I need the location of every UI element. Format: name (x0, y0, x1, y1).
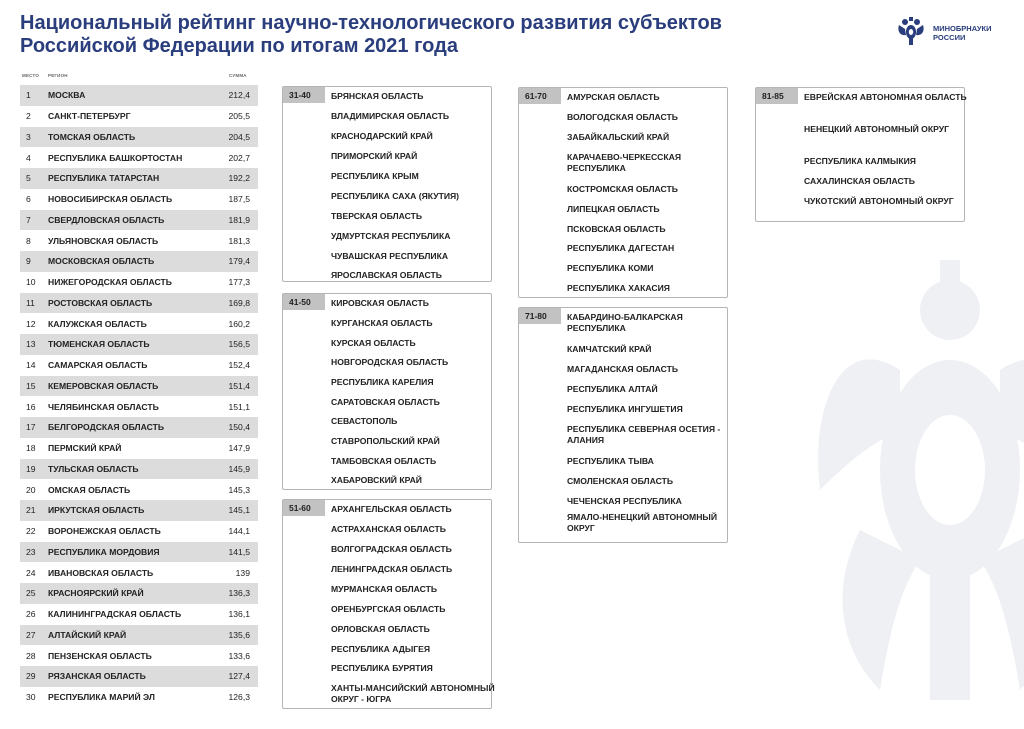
region-score: 205,5 (228, 111, 250, 122)
table-row (20, 210, 258, 231)
group-region-item: БРЯНСКАЯ ОБЛАСТЬ (331, 91, 424, 101)
group-region-item: РЕСПУБЛИКА СЕВЕРНАЯ ОСЕТИЯ - АЛАНИЯ (567, 424, 721, 445)
logo-text (933, 24, 991, 42)
group-region-item: РЕСПУБЛИКА КАРЕЛИЯ (331, 377, 434, 387)
table-row (20, 687, 258, 708)
group-region-item: КАМЧАТСКИЙ КРАЙ (567, 344, 652, 354)
table-row (20, 459, 258, 480)
region-name: УЛЬЯНОВСКАЯ ОБЛАСТЬ (48, 235, 159, 246)
group-61-70 (518, 87, 728, 298)
region-score: 135,6 (228, 629, 250, 640)
group-region-item: ХАБАРОВСКИЙ КРАЙ (331, 475, 422, 485)
group-region-item: ЧУКОТСКИЙ АВТОНОМНЫЙ ОКРУГ (804, 196, 954, 206)
region-score: 179,4 (228, 256, 250, 267)
group-region-item: МАГАДАНСКАЯ ОБЛАСТЬ (567, 364, 679, 374)
region-name: ПЕНЗЕНСКАЯ ОБЛАСТЬ (48, 650, 152, 661)
region-score: 181,9 (228, 214, 250, 225)
region-name: ТУЛЬСКАЯ ОБЛАСТЬ (48, 463, 139, 474)
rank-number: 3 (26, 131, 31, 142)
group-region-item: МУРМАНСКАЯ ОБЛАСТЬ (331, 584, 438, 594)
region-name: ПЕРМСКИЙ КРАЙ (48, 443, 122, 454)
region-score: 151,1 (228, 401, 250, 412)
region-score: 202,7 (228, 152, 250, 163)
group-region-item: РЕСПУБЛИКА КОМИ (567, 263, 654, 273)
group-region-item: КУРСКАЯ ОБЛАСТЬ (331, 338, 416, 348)
region-name: ЧЕЛЯБИНСКАЯ ОБЛАСТЬ (48, 401, 159, 412)
group-region-item: САХАЛИНСКАЯ ОБЛАСТЬ (804, 176, 915, 186)
title-line-2: Российской Федерации по итогам 2021 года (20, 35, 458, 57)
group-region-item: КОСТРОМСКАЯ ОБЛАСТЬ (567, 184, 678, 194)
table-row (20, 272, 258, 293)
table-row (20, 417, 258, 438)
group-region-item: СЕВАСТОПОЛЬ (331, 416, 398, 426)
region-score: 187,5 (228, 194, 250, 205)
rank-number: 29 (26, 671, 36, 682)
double-headed-eagle-emblem-icon (897, 16, 925, 46)
region-name: ТОМСКАЯ ОБЛАСТЬ (48, 131, 136, 142)
table-row (20, 293, 258, 314)
table-row (20, 521, 258, 542)
region-name: НИЖЕГОРОДСКАЯ ОБЛАСТЬ (48, 277, 172, 288)
table-row (20, 396, 258, 417)
region-score: 150,4 (228, 422, 250, 433)
group-range-label: 41-50 (283, 294, 325, 310)
group-region-item: РЕСПУБЛИКА КАЛМЫКИЯ (804, 156, 916, 166)
rank-number: 15 (26, 380, 36, 391)
group-region-item: УДМУРТСКАЯ РЕСПУБЛИКА (331, 231, 451, 241)
region-score: 156,5 (228, 339, 250, 350)
rank-number: 16 (26, 401, 36, 412)
group-range-label: 51-60 (283, 500, 325, 516)
rank-number: 8 (26, 235, 31, 246)
region-score: 145,1 (228, 505, 250, 516)
group-region-item: САРАТОВСКАЯ ОБЛАСТЬ (331, 397, 440, 407)
region-name: РЯЗАНСКАЯ ОБЛАСТЬ (48, 671, 146, 682)
table-row (20, 562, 258, 583)
group-region-item: РЕСПУБЛИКА ТЫВА (567, 456, 654, 466)
group-region-item: СТАВРОПОЛЬСКИЙ КРАЙ (331, 436, 440, 446)
group-region-item: ХАНТЫ-МАНСИЙСКИЙ АВТОНОМНЫЙ ОКРУГ - ЮГРА (331, 683, 495, 704)
region-score: 192,2 (228, 173, 250, 184)
group-region-item: РЕСПУБЛИКА АДЫГЕЯ (331, 644, 431, 654)
group-region-item: РЕСПУБЛИКА ИНГУШЕТИЯ (567, 404, 683, 414)
rank-number: 10 (26, 277, 36, 288)
eagle-watermark-icon (800, 230, 1024, 729)
region-name: КАЛУЖСКАЯ ОБЛАСТЬ (48, 318, 147, 329)
region-name: САМАРСКАЯ ОБЛАСТЬ (48, 360, 148, 371)
group-region-item: АСТРАХАНСКАЯ ОБЛАСТЬ (331, 524, 446, 534)
group-region-item: ЯМАЛО-НЕНЕЦКИЙ АВТОНОМНЫЙ ОКРУГ (567, 512, 718, 533)
table-row (20, 625, 258, 646)
group-region-item: ОРЛОВСКАЯ ОБЛАСТЬ (331, 624, 430, 634)
rank-number: 18 (26, 443, 36, 454)
region-name: РЕСПУБЛИКА ТАТАРСТАН (48, 173, 160, 184)
group-31-40 (282, 86, 492, 282)
ministry-logo (897, 16, 1017, 50)
region-name: СВЕРДЛОВСКАЯ ОБЛАСТЬ (48, 214, 165, 225)
table-row (20, 147, 258, 168)
region-score: 126,3 (228, 692, 250, 703)
rank-number: 25 (26, 588, 36, 599)
group-region-item: НЕНЕЦКИЙ АВТОНОМНЫЙ ОКРУГ (804, 124, 949, 134)
table-row (20, 127, 258, 148)
rank-number: 5 (26, 173, 31, 184)
region-score: 133,6 (228, 650, 250, 661)
region-score: 177,3 (228, 277, 250, 288)
region-name: РЕСПУБЛИКА МАРИЙ ЭЛ (48, 692, 155, 703)
group-region-item: ЕВРЕЙСКАЯ АВТОНОМНАЯ ОБЛАСТЬ (804, 92, 967, 102)
rank-number: 19 (26, 463, 36, 474)
table-row (20, 500, 258, 521)
table-row (20, 542, 258, 563)
rank-number: 7 (26, 214, 31, 225)
group-71-80 (518, 307, 728, 543)
region-name: КЕМЕРОВСКАЯ ОБЛАСТЬ (48, 380, 159, 391)
group-region-item: ВОЛОГОДСКАЯ ОБЛАСТЬ (567, 112, 678, 122)
group-region-item: ЯРОСЛАВСКАЯ ОБЛАСТЬ (331, 270, 442, 280)
rank-number: 23 (26, 546, 36, 557)
group-region-item: ВЛАДИМИРСКАЯ ОБЛАСТЬ (331, 111, 450, 121)
region-name: МОСКВА (48, 90, 86, 101)
region-name: БЕЛГОРОДСКАЯ ОБЛАСТЬ (48, 422, 165, 433)
table-row (20, 85, 258, 106)
group-region-item: КРАСНОДАРСКИЙ КРАЙ (331, 131, 433, 141)
table-row (20, 355, 258, 376)
rank-number: 2 (26, 111, 31, 122)
group-region-item: КАБАРДИНО-БАЛКАРСКАЯ РЕСПУБЛИКА (567, 312, 683, 333)
region-score: 136,3 (228, 588, 250, 599)
group-region-item: РЕСПУБЛИКА ДАГЕСТАН (567, 243, 675, 253)
group-region-item: НОВГОРОДСКАЯ ОБЛАСТЬ (331, 357, 449, 367)
group-region-item: ЛИПЕЦКАЯ ОБЛАСТЬ (567, 204, 660, 214)
table-row (20, 479, 258, 500)
table-row (20, 604, 258, 625)
region-name: РОСТОВСКАЯ ОБЛАСТЬ (48, 297, 153, 308)
region-name: МОСКОВСКАЯ ОБЛАСТЬ (48, 256, 155, 267)
rank-number: 20 (26, 484, 36, 495)
region-name: ВОРОНЕЖСКАЯ ОБЛАСТЬ (48, 526, 161, 537)
rank-number: 28 (26, 650, 36, 661)
top30-ranking-table (20, 85, 258, 708)
group-region-item: ЗАБАЙКАЛЬСКИЙ КРАЙ (567, 132, 670, 142)
table-row (20, 583, 258, 604)
rank-number: 30 (26, 692, 36, 703)
region-score: 169,8 (228, 297, 250, 308)
region-name: КАЛИНИНГРАДСКАЯ ОБЛАСТЬ (48, 609, 182, 620)
group-region-item: КАРАЧАЕВО-ЧЕРКЕССКАЯ РЕСПУБЛИКА (567, 152, 682, 173)
region-score: 204,5 (228, 131, 250, 142)
header-place: МЕСТО (22, 73, 40, 78)
table-row (20, 376, 258, 397)
group-region-item: АМУРСКАЯ ОБЛАСТЬ (567, 92, 660, 102)
region-name: РЕСПУБЛИКА МОРДОВИЯ (48, 546, 160, 557)
group-region-item: РЕСПУБЛИКА БУРЯТИЯ (331, 663, 433, 673)
table-row (20, 645, 258, 666)
rank-number: 6 (26, 194, 31, 205)
rank-number: 4 (26, 152, 31, 163)
region-name: АЛТАЙСКИЙ КРАЙ (48, 629, 127, 640)
rank-number: 21 (26, 505, 36, 516)
region-score: 127,4 (228, 671, 250, 682)
region-name: ИРКУТСКАЯ ОБЛАСТЬ (48, 505, 145, 516)
rank-number: 14 (26, 360, 36, 371)
header-sum: СУММА (229, 73, 247, 78)
region-name: НОВОСИБИРСКАЯ ОБЛАСТЬ (48, 194, 173, 205)
rank-number: 1 (26, 90, 31, 101)
region-name: КРАСНОЯРСКИЙ КРАЙ (48, 588, 144, 599)
rank-number: 12 (26, 318, 36, 329)
region-score: 145,3 (228, 484, 250, 495)
region-score: 144,1 (228, 526, 250, 537)
header-region: РЕГИОН (48, 73, 68, 78)
table-row (20, 168, 258, 189)
region-score: 139 (235, 567, 250, 578)
rank-number: 22 (26, 526, 36, 537)
region-score: 145,9 (228, 463, 250, 474)
rank-number: 26 (26, 609, 36, 620)
rank-number: 17 (26, 422, 36, 433)
group-region-item: РЕСПУБЛИКА КРЫМ (331, 171, 419, 181)
group-region-item: ТАМБОВСКАЯ ОБЛАСТЬ (331, 456, 437, 466)
region-score: 151,4 (228, 380, 250, 391)
group-region-item: РЕСПУБЛИКА АЛТАЙ (567, 384, 658, 394)
group-range-label: 81-85 (756, 88, 798, 104)
group-region-item: КУРГАНСКАЯ ОБЛАСТЬ (331, 318, 433, 328)
region-score: 136,1 (228, 609, 250, 620)
group-region-item: КИРОВСКАЯ ОБЛАСТЬ (331, 298, 429, 308)
group-41-50 (282, 293, 492, 490)
rank-number: 9 (26, 256, 31, 267)
rank-number: 11 (26, 297, 35, 308)
rank-number: 24 (26, 567, 36, 578)
page-title (20, 12, 820, 58)
group-region-item: ЛЕНИНГРАДСКАЯ ОБЛАСТЬ (331, 564, 453, 574)
group-region-item: ОРЕНБУРГСКАЯ ОБЛАСТЬ (331, 604, 446, 614)
region-score: 160,2 (228, 318, 250, 329)
region-name: ИВАНОВСКАЯ ОБЛАСТЬ (48, 567, 154, 578)
group-region-item: ЧЕЧЕНСКАЯ РЕСПУБЛИКА (567, 496, 682, 506)
group-region-item: ПРИМОРСКИЙ КРАЙ (331, 151, 418, 161)
group-region-item: ВОЛГОГРАДСКАЯ ОБЛАСТЬ (331, 544, 452, 554)
group-region-item: СМОЛЕНСКАЯ ОБЛАСТЬ (567, 476, 673, 486)
title-line-1: Национальный рейтинг научно-технологического развития субъектов (20, 12, 722, 34)
group-region-item: ЧУВАШСКАЯ РЕСПУБЛИКА (331, 251, 449, 261)
region-score: 181,3 (228, 235, 250, 246)
table-row (20, 438, 258, 459)
region-score: 152,4 (228, 360, 250, 371)
table-row (20, 334, 258, 355)
table-row (20, 313, 258, 334)
region-name: ТЮМЕНСКАЯ ОБЛАСТЬ (48, 339, 150, 350)
table-row (20, 230, 258, 251)
group-region-item: ПСКОВСКАЯ ОБЛАСТЬ (567, 224, 666, 234)
group-range-label: 61-70 (519, 88, 561, 104)
region-score: 212,4 (228, 90, 250, 101)
group-region-item: ТВЕРСКАЯ ОБЛАСТЬ (331, 211, 423, 221)
group-51-60 (282, 499, 495, 709)
group-range-label: 31-40 (283, 87, 325, 103)
group-region-item: РЕСПУБЛИКА ХАКАСИЯ (567, 283, 670, 293)
group-region-item: РЕСПУБЛИКА САХА (ЯКУТИЯ) (331, 191, 460, 201)
group-81-85 (755, 87, 965, 222)
table-row (20, 106, 258, 127)
region-score: 147,9 (228, 443, 250, 454)
region-name: ОМСКАЯ ОБЛАСТЬ (48, 484, 131, 495)
rank-number: 13 (26, 339, 36, 350)
group-range-label: 71-80 (519, 308, 561, 324)
region-score: 141,5 (228, 546, 250, 557)
group-region-item: АРХАНГЕЛЬСКАЯ ОБЛАСТЬ (331, 504, 452, 514)
region-name: РЕСПУБЛИКА БАШКОРТОСТАН (48, 152, 183, 163)
table-row (20, 251, 258, 272)
logo-line-1: МИНОБРНАУКИ (933, 24, 992, 33)
table-row (20, 666, 258, 687)
logo-line-2: РОССИИ (933, 33, 966, 42)
region-name: САНКТ-ПЕТЕРБУРГ (48, 111, 131, 122)
table-row (20, 189, 258, 210)
rank-number: 27 (26, 629, 36, 640)
